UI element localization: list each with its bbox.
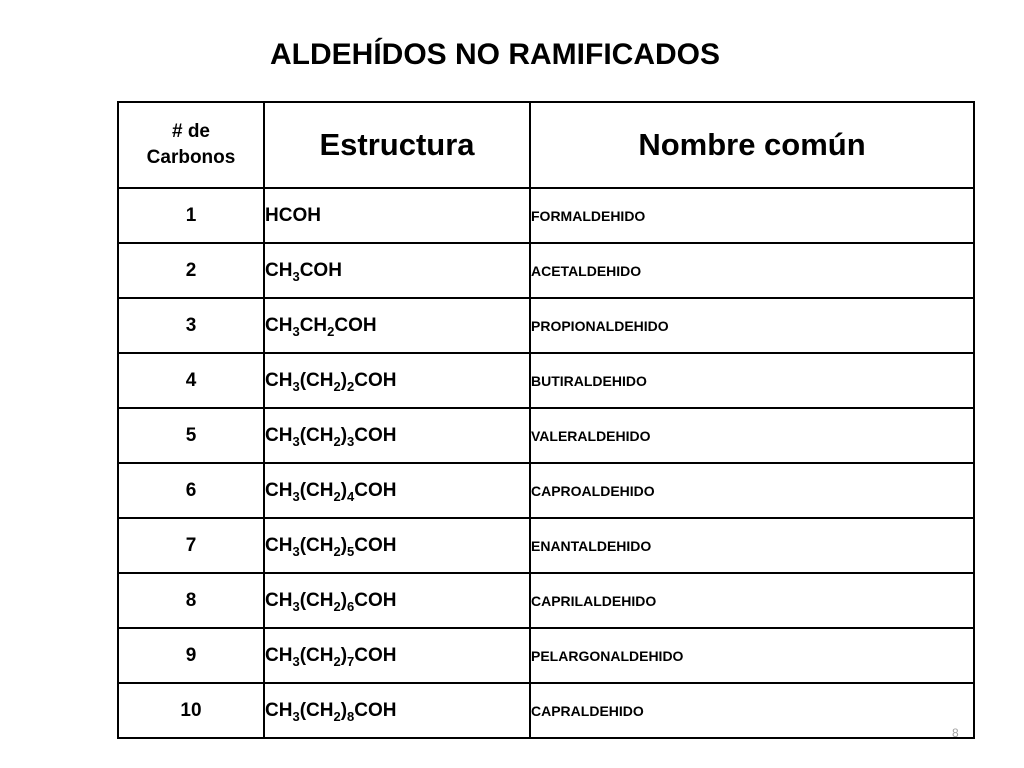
common-name-cell: CAPRALDEHIDO: [530, 683, 974, 738]
table-row: [118, 518, 974, 573]
common-name-cell: ENANTALDEHIDO: [530, 518, 974, 573]
carbon-count-cell: 5: [118, 408, 264, 463]
slide-title: ALDEHÍDOS NO RAMIFICADOS: [270, 38, 720, 71]
table-row: [118, 243, 974, 298]
table-row: [118, 188, 974, 243]
structure-formula-cell: [264, 188, 530, 243]
formula-text: ): [340, 589, 348, 611]
formula-subscript: 5: [347, 543, 355, 559]
common-name-cell: CAPROALDEHIDO: [530, 463, 974, 518]
carbon-count-cell: 1: [118, 188, 264, 243]
formula-text: CH: [299, 314, 328, 336]
common-name-cell: CAPRILALDEHIDO: [530, 573, 974, 628]
common-name-cell: PROPIONALDEHIDO: [530, 298, 974, 353]
formula-text: COH: [354, 699, 397, 721]
formula-subscript: 4: [347, 488, 355, 504]
carbon-count-cell: 7: [118, 518, 264, 573]
carbon-count-cell: 10: [118, 683, 264, 738]
formula-text: ): [340, 644, 348, 666]
header-carbons: [118, 102, 264, 188]
formula-subscript: 3: [292, 378, 300, 394]
formula-text: COH: [354, 369, 397, 391]
formula-text: ): [340, 369, 348, 391]
formula-subscript: 3: [292, 488, 300, 504]
formula-text: COH: [299, 259, 342, 281]
table-row: [118, 408, 974, 463]
table-row: [118, 573, 974, 628]
table-row: [118, 683, 974, 738]
formula-text: COH: [334, 314, 377, 336]
common-name-cell: ACETALDEHIDO: [530, 243, 974, 298]
header-common-name: Nombre común: [530, 102, 974, 188]
structure-formula-cell: [264, 298, 530, 353]
formula-text: CH: [265, 589, 293, 611]
header-carbons-line2: Carbonos: [146, 147, 236, 168]
formula-text: (CH: [299, 369, 334, 391]
formula-subscript: 2: [333, 543, 341, 559]
formula-text: ): [340, 424, 348, 446]
carbon-count-cell: 3: [118, 298, 264, 353]
formula-subscript: 2: [333, 433, 341, 449]
formula-subscript: 2: [333, 378, 341, 394]
common-name-cell: PELARGONALDEHIDO: [530, 628, 974, 683]
page-number: 8: [952, 726, 959, 740]
formula-text: COH: [354, 479, 397, 501]
formula-text: COH: [354, 424, 397, 446]
formula-text: CH: [265, 479, 293, 501]
formula-subscript: 3: [292, 323, 300, 339]
formula-text: (CH: [299, 699, 334, 721]
formula-subscript: 2: [327, 323, 335, 339]
table-row: [118, 628, 974, 683]
formula-text: ): [340, 479, 348, 501]
table-header-row: [118, 102, 974, 188]
carbon-count-cell: 8: [118, 573, 264, 628]
structure-formula-cell: [264, 628, 530, 683]
carbon-count-cell: 6: [118, 463, 264, 518]
formula-text: CH: [265, 644, 293, 666]
formula-subscript: 6: [347, 598, 355, 614]
common-name-cell: BUTIRALDEHIDO: [530, 353, 974, 408]
formula-text: CH: [265, 259, 293, 281]
formula-text: COH: [354, 534, 397, 556]
header-carbons-line1: # de: [171, 121, 211, 142]
structure-formula-cell: [264, 243, 530, 298]
formula-subscript: 2: [347, 378, 355, 394]
structure-formula-cell: [264, 573, 530, 628]
structure-formula-cell: [264, 463, 530, 518]
formula-subscript: 3: [347, 433, 355, 449]
formula-text: ): [340, 699, 348, 721]
formula-subscript: 7: [347, 653, 355, 669]
header-structure: Estructura: [264, 102, 530, 188]
structure-formula-cell: [264, 353, 530, 408]
formula-text: HCOH: [265, 204, 321, 226]
table-row: [118, 298, 974, 353]
formula-subscript: 2: [333, 708, 341, 724]
formula-subscript: 3: [292, 653, 300, 669]
formula-text: CH: [265, 534, 293, 556]
formula-subscript: 8: [347, 708, 355, 724]
carbon-count-cell: 4: [118, 353, 264, 408]
formula-text: COH: [354, 644, 397, 666]
formula-subscript: 3: [292, 433, 300, 449]
formula-text: (CH: [299, 589, 334, 611]
formula-subscript: 3: [292, 708, 300, 724]
table-row: [118, 353, 974, 408]
formula-text: (CH: [299, 479, 334, 501]
formula-text: (CH: [299, 644, 334, 666]
structure-formula-cell: [264, 408, 530, 463]
formula-subscript: 3: [292, 543, 300, 559]
formula-text: COH: [354, 589, 397, 611]
structure-formula-cell: [264, 518, 530, 573]
carbon-count-cell: 9: [118, 628, 264, 683]
common-name-cell: VALERALDEHIDO: [530, 408, 974, 463]
formula-text: CH: [265, 314, 293, 336]
formula-subscript: 2: [333, 488, 341, 504]
formula-subscript: 2: [333, 653, 341, 669]
formula-subscript: 2: [333, 598, 341, 614]
common-name-cell: FORMALDEHIDO: [530, 188, 974, 243]
formula-text: (CH: [299, 424, 334, 446]
formula-text: ): [340, 534, 348, 556]
structure-formula-cell: [264, 683, 530, 738]
formula-text: CH: [265, 369, 293, 391]
formula-text: CH: [265, 699, 293, 721]
formula-subscript: 3: [292, 598, 300, 614]
carbon-count-cell: 2: [118, 243, 264, 298]
aldehydes-table: [117, 101, 975, 739]
formula-text: CH: [265, 424, 293, 446]
formula-text: (CH: [299, 534, 334, 556]
formula-subscript: 3: [292, 268, 300, 284]
table-row: [118, 463, 974, 518]
